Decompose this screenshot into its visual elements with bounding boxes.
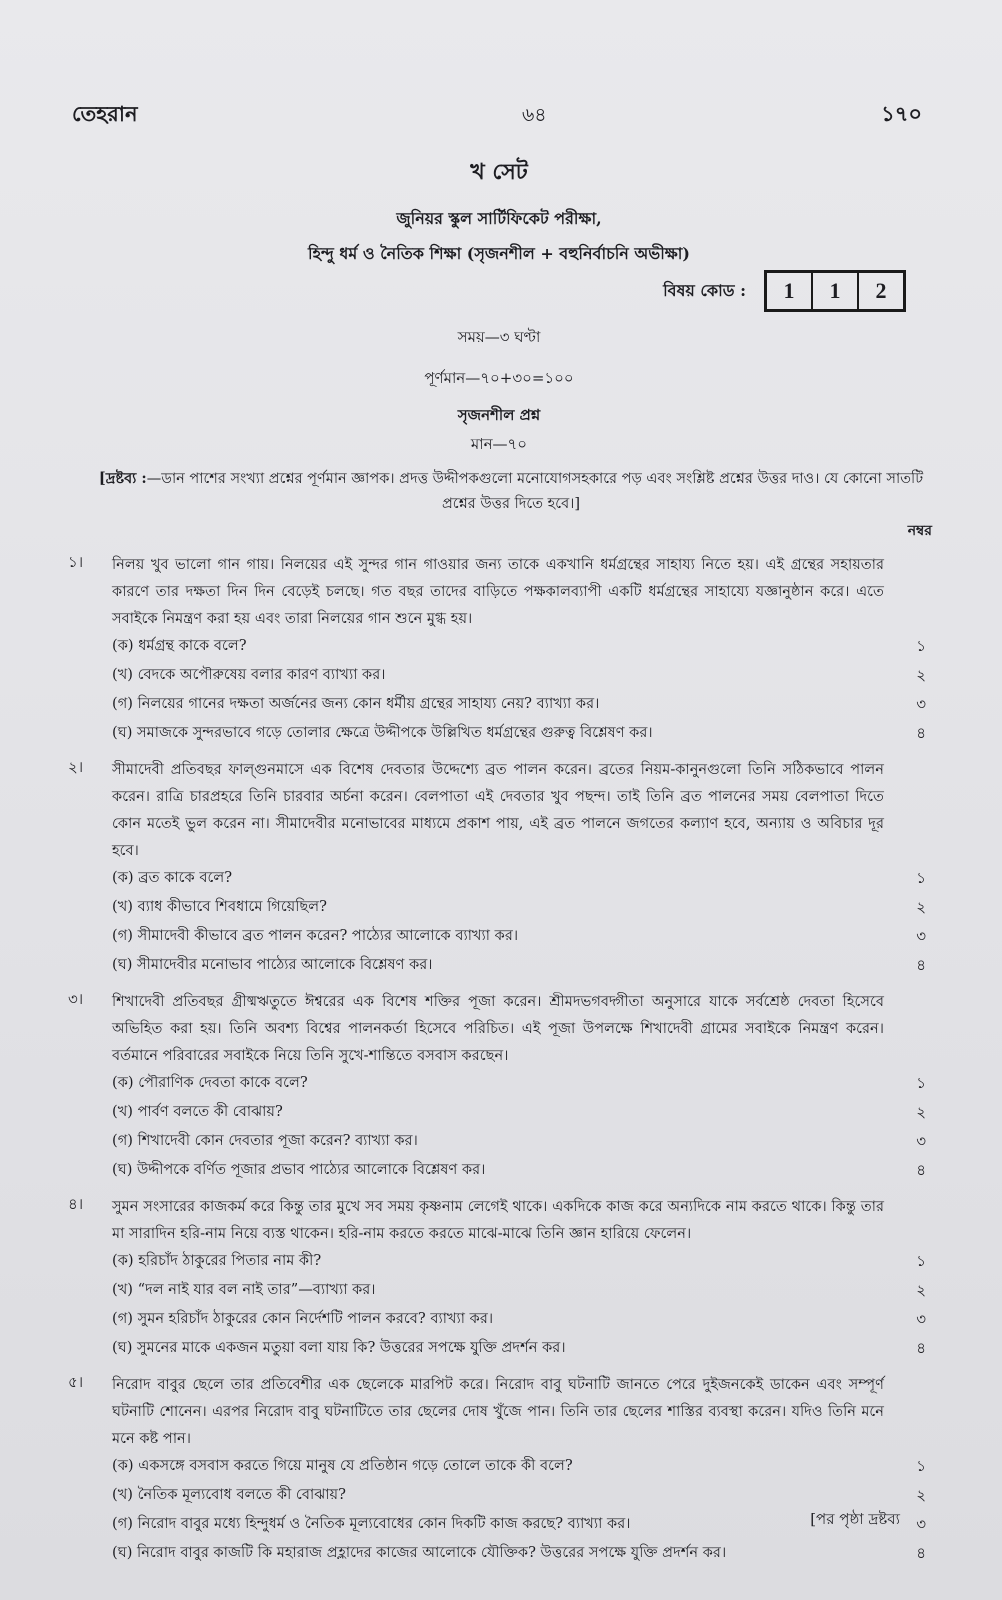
- sub-question: [112, 1334, 932, 1363]
- question-number: ২।: [68, 758, 84, 776]
- question-number: ১।: [68, 553, 84, 571]
- section-marks: মান—৭০: [470, 435, 528, 453]
- question-item: [66, 988, 932, 1185]
- sub-question-mark: ৪: [916, 724, 926, 742]
- sub-question-mark: ৩: [916, 1310, 926, 1328]
- sub-question-mark: ১: [916, 637, 926, 655]
- sub-question-text: (ক) ধর্মগ্রন্থ কাকে বলে?: [112, 637, 247, 654]
- sub-question-text: (ক) পৌরাণিক দেবতা কাকে বলে?: [112, 1074, 308, 1091]
- question-stimulus: সীমাদেবী প্রতিবছর ফাল্গুনমাসে এক বিশেষ দেবতার উদ্দেশ্যে ব্রত পালন করেন। ব্রতের নিয়ম-কানুনগুলো তিনি সঠিকভাবে পালন করেন। রাত্রি চারপ্রহরে তিনি চারবার অর্চনা করেন। বেলপাতা এই দেবতার খুব পছন্দ। তাই তিনি ব্রত পালনের সময় বেলপাতা দিতে কোন মতেই ভুল করেন না। সীমাদেবীর মনোভাবের মাধ্যমে প্রকাশ পায়, এই ব্রত পালনে জগতের কল্যাণ হবে, অন্যায় ও অবিচার দূর হবে।: [112, 761, 884, 859]
- note-label: [দ্রষ্টব্য :: [98, 470, 147, 487]
- sub-question: [112, 1481, 932, 1510]
- sub-question-text: (ঘ) সুমনের মাকে একজন মতুয়া বলা যায় কি? উত্তরের সপক্ষে যুক্তি প্রদর্শন কর।: [112, 1339, 566, 1356]
- sub-question-mark: ২: [916, 1103, 926, 1121]
- page-number: ৬৪: [521, 104, 547, 126]
- sub-question-mark: ৩: [916, 695, 926, 713]
- sub-question-mark: ২: [916, 1486, 926, 1504]
- sub-question-text: (খ) পার্বণ বলতে কী বোঝায়?: [112, 1103, 283, 1120]
- subject-code-digit: 1: [783, 278, 795, 303]
- exam-time: সময়—৩ ঘণ্টা: [457, 328, 541, 346]
- sub-question: [112, 864, 932, 893]
- sub-question-mark: ১: [916, 1457, 926, 1475]
- sub-question: [112, 1276, 932, 1305]
- sub-question: [112, 951, 932, 980]
- sub-question-text: (গ) সুমন হরিচাঁদ ঠাকুরের কোন নির্দেশটি পালন করবে? ব্যাখ্যা কর।: [112, 1310, 494, 1327]
- sub-question-mark: ১: [916, 869, 926, 887]
- sub-question-text: (ক) একসঙ্গে বসবাস করতে গিয়ে মানুষ যে প্রতিষ্ঠান গড়ে তোলে তাকে কী বলে?: [112, 1457, 573, 1474]
- subject-code-row: [66, 270, 932, 312]
- question-list: [66, 551, 932, 1568]
- sub-question-text: (গ) সীমাদেবী কীভাবে ব্রত পালন করেন? পাঠ্যের আলোকে ব্যাখ্যা কর।: [112, 927, 519, 944]
- set-title: খ সেট: [470, 159, 528, 185]
- sub-question-text: (গ) নিলয়ের গানের দক্ষতা অর্জনের জন্য কোন ধর্মীয় গ্রন্থের সাহায্য নেয়? ব্যাখ্যা কর।: [112, 695, 600, 712]
- note-text: —ডান পাশের সংখ্যা প্রশ্নের পূর্ণমান জ্ঞাপক। প্রদত্ত উদ্দীপকগুলো মনোযোগসহকারে পড় এবং সংশ্লিষ্ট প্রশ্নের উত্তর দাও। যে কোনো সাতটি প্রশ্নের উত্তর দিতে হবে।]: [146, 471, 924, 512]
- sub-question: [112, 661, 932, 690]
- sub-question: [112, 1098, 932, 1127]
- sub-question-text: (ঘ) সমাজকে সুন্দরভাবে গড়ে তোলার ক্ষেত্রে উদ্দীপকে উল্লিখিত ধর্মগ্রন্থের গুরুত্ব বিশ্লেষণ কর।: [112, 724, 653, 741]
- sub-question: [112, 1452, 932, 1481]
- sub-question-text: (খ) “দল নাই যার বল নাই তার”—ব্যাখ্যা কর।: [112, 1281, 376, 1298]
- page-header: [66, 98, 932, 133]
- subject-title: হিন্দু ধর্ম ও নৈতিক শিক্ষা (সৃজনশীল + বহুনির্বাচনি অভীক্ষা): [308, 244, 690, 263]
- sub-question-text: (গ) শিখাদেবী কোন দেবতার পূজা করেন? ব্যাখ্যা কর।: [112, 1132, 418, 1149]
- sub-question-text: (ক) ব্রত কাকে বলে?: [112, 869, 233, 886]
- subject-code-digit: 2: [857, 273, 903, 309]
- question-stimulus: নিলয় খুব ভালো গান গায়। নিলয়ের এই সুন্দর গান গাওয়ার জন্য তাকে একখানি ধর্মগ্রন্থের সাহায্য নিতে হয়। এই গ্রন্থের সহায়তার কারণে তার দক্ষতা দিন দিন বেড়েই চলছে। গত বছর তাদের বাড়িতে পক্ষকালব্যাপী একটি ধর্মগ্রন্থের সাহায্যে যজ্ঞানুষ্ঠান করে। এতে সবাইকে নিমন্ত্রণ করা হয় এবং তারা নিলয়ের গান শুনে মুগ্ধ হয়।: [112, 556, 884, 627]
- exam-name: জুনিয়র স্কুল সার্টিফিকেট পরীক্ষা,: [396, 209, 602, 228]
- sub-question-mark: ৪: [916, 1161, 926, 1179]
- sub-question: [112, 632, 932, 661]
- sub-question-text: (খ) ব্যাধ কীভাবে শিবধামে গিয়েছিল?: [112, 898, 327, 915]
- header-left-text: তেহরান: [72, 101, 138, 126]
- next-page-note: [পর পৃষ্ঠা দ্রষ্টব্য: [810, 1510, 900, 1528]
- sub-question-text: (ক) হরিচাঁদ ঠাকুরের পিতার নাম কী?: [112, 1252, 322, 1269]
- sub-question: [112, 922, 932, 951]
- instruction-note: [66, 466, 932, 517]
- sub-question-text: (গ) নিরোদ বাবুর মধ্যে হিন্দুধর্ম ও নৈতিক মূল্যবোধের কোন দিকটি কাজ করছে? ব্যাখ্যা কর।: [112, 1515, 631, 1532]
- sub-question-mark: ১: [916, 1252, 926, 1270]
- question-number: ৩।: [68, 990, 84, 1008]
- question-stimulus: সুমন সংসারের কাজকর্ম করে কিন্তু তার মুখে সব সময় কৃষ্ণনাম লেগেই থাকে। একদিকে কাজ করে অন্যদিকে নাম করতে থাকে। কিন্তু তার মা সারাদিন হরি-নাম নিয়ে ব্যস্ত থাকেন। হরি-নাম করতে করতে মাঝে-মাঝে তিনি জ্ঞান হারিয়ে ফেলেন।: [112, 1198, 884, 1242]
- sub-question-text: (খ) নৈতিক মূল্যবোধ বলতে কী বোঝায়?: [112, 1486, 346, 1503]
- sub-question-mark: ১: [916, 1074, 926, 1092]
- header-right-number: ১৭০: [881, 101, 922, 126]
- sub-question: [112, 719, 932, 748]
- sub-question: [112, 1127, 932, 1156]
- sub-question-mark: ২: [916, 1281, 926, 1299]
- subject-code-digit: 1: [811, 273, 857, 309]
- sub-question: [112, 1510, 932, 1539]
- question-item: [66, 551, 932, 748]
- sub-question: [112, 1069, 932, 1098]
- sub-question: [112, 893, 932, 922]
- subject-code-box: [764, 270, 906, 312]
- section-title: সৃজনশীল প্রশ্ন: [457, 406, 541, 424]
- marks-column-header: নম্বর: [907, 523, 932, 539]
- sub-question-mark: ৩: [916, 927, 926, 945]
- sub-question-text: (ঘ) সীমাদেবীর মনোভাব পাঠ্যের আলোকে বিশ্লেষণ কর।: [112, 956, 433, 973]
- question-stimulus: শিখাদেবী প্রতিবছর গ্রীষ্মঋতুতে ঈশ্বরের এক বিশেষ শক্তির পূজা করেন। শ্রীমদভগবদ্গীতা অনুসারে যাকে সর্বশ্রেষ্ঠ দেবতা হিসেবে অভিহিত করা হয়। তিনি অবশ্য বিশ্বের পালনকর্তা হিসেবে পরিচিত। এই পূজা উপলক্ষে শিখাদেবী গ্রামের সবাইকে নিমন্ত্রণ করেন। বর্তমানে পরিবারের সবাইকে নিয়ে তিনি সুখে-শান্তিতে বসবাস করছেন।: [112, 993, 884, 1064]
- sub-question-mark: ৩: [916, 1132, 926, 1150]
- sub-question-text: (ঘ) নিরোদ বাবুর কাজটি কি মহারাজ প্রহ্লাদের কাজের আলোকে যৌক্তিক? উত্তরের সপক্ষে যুক্তি প্রদর্শন কর।: [112, 1544, 727, 1561]
- sub-question-text: (খ) বেদকে অপৌরুষেয় বলার কারণ ব্যাখ্যা কর।: [112, 666, 386, 683]
- question-stimulus: নিরোদ বাবুর ছেলে তার প্রতিবেশীর এক ছেলেকে মারপিট করে। নিরোদ বাবু ঘটনাটি জানতে পেরে দুইজনকেই ডাকেন এবং সম্পূর্ণ ঘটনাটি শোনেন। এরপর নিরোদ বাবু ঘটনাটিতে তার ছেলের দোষ খুঁজে পান। তিনি তার ছেলের শাস্তির ব্যবস্থা করেন। যদিও তিনি মনে মনে কষ্ট পান।: [112, 1376, 884, 1447]
- question-item: [66, 756, 932, 980]
- full-marks: পূর্ণমান—৭০+৩০=১০০: [424, 369, 574, 387]
- question-item: [66, 1371, 932, 1568]
- sub-question-mark: ৩: [916, 1515, 926, 1533]
- sub-question-mark: ৪: [916, 1544, 926, 1562]
- sub-question: [112, 1305, 932, 1334]
- question-item: [66, 1193, 932, 1363]
- sub-question-mark: ২: [916, 898, 926, 916]
- question-number: ৪।: [68, 1195, 84, 1213]
- sub-question: [112, 690, 932, 719]
- subject-code-label: বিষয় কোড :: [663, 280, 746, 300]
- sub-question-text: (ঘ) উদ্দীপকে বর্ণিত পূজার প্রভাব পাঠ্যের আলোকে বিশ্লেষণ কর।: [112, 1161, 486, 1178]
- sub-question: [112, 1156, 932, 1185]
- sub-question: [112, 1247, 932, 1276]
- question-number: ৫।: [68, 1373, 84, 1391]
- sub-question: [112, 1539, 932, 1568]
- sub-question-mark: ৪: [916, 956, 926, 974]
- sub-question-mark: ২: [916, 666, 926, 684]
- sub-question-mark: ৪: [916, 1339, 926, 1357]
